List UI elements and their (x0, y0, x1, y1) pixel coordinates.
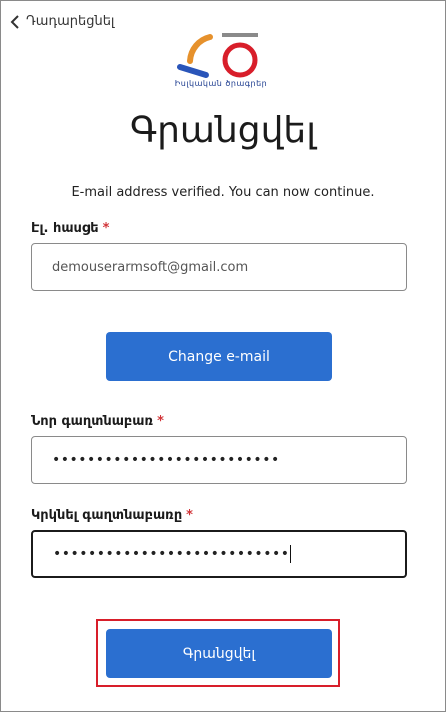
new-password-value: •••••••••••••••••••••••••• (52, 452, 280, 468)
change-email-button[interactable]: Change e-mail (106, 332, 332, 381)
required-marker: * (186, 508, 193, 523)
new-password-label-text: Նոր գաղտնաբառ (31, 414, 154, 429)
confirm-password-label (31, 508, 193, 523)
cancel-label: Դադարեցնել (26, 14, 115, 29)
confirm-password-label-text: Կրկնել գաղտնաբառը (31, 508, 183, 523)
cancel-link[interactable] (10, 14, 114, 29)
required-marker: * (157, 414, 164, 429)
logo-caption: Իսլկական ծրագրեր (174, 79, 268, 88)
page-title: Գրանցվել (129, 110, 317, 151)
chevron-left-icon (10, 15, 20, 29)
new-password-field[interactable] (31, 436, 407, 484)
new-password-label (31, 414, 164, 429)
confirm-password-field[interactable] (31, 530, 407, 578)
confirm-password-value: ••••••••••••••••••••••••••• (53, 546, 290, 562)
verified-message: E-mail address verified. You can now continue. (71, 185, 375, 200)
email-label (31, 221, 109, 236)
register-button[interactable]: Գրանցվել (106, 629, 332, 678)
email-value: demouserarmsoft@gmail.com (52, 259, 249, 275)
text-caret (290, 545, 291, 563)
required-marker: * (102, 221, 110, 236)
email-label-text: Էլ. հասցե (31, 221, 99, 236)
email-field[interactable] (31, 243, 407, 291)
